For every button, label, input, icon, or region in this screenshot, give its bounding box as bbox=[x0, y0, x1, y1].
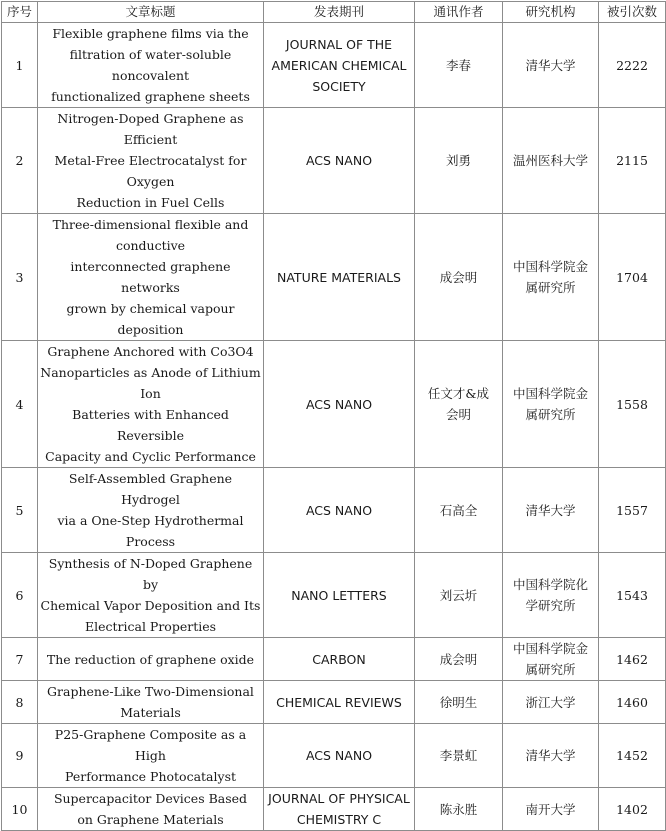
author-cell bbox=[415, 108, 503, 214]
journal-line: JOURNAL OF THE bbox=[285, 36, 393, 52]
institution-cell bbox=[503, 108, 599, 214]
journal-cell bbox=[264, 468, 415, 553]
citation-count-cell: 1557 bbox=[599, 468, 666, 553]
article-title-cell bbox=[38, 341, 264, 468]
institution-line: 中国科学院金 bbox=[512, 386, 588, 401]
table-row bbox=[2, 638, 666, 681]
author-line: 李春 bbox=[445, 57, 471, 73]
header-citations: 被引次数 bbox=[599, 2, 666, 23]
row-index-cell: 1 bbox=[2, 23, 38, 108]
journal-cell bbox=[264, 724, 415, 788]
author-line: 徐明生 bbox=[439, 694, 478, 710]
header-row bbox=[2, 2, 666, 23]
header-title: 文章标题 bbox=[38, 2, 264, 23]
table-row bbox=[2, 724, 666, 788]
journal-cell bbox=[264, 214, 415, 341]
article-title-cell bbox=[38, 638, 264, 681]
institution-line: 清华大学 bbox=[525, 502, 576, 518]
table-row bbox=[2, 553, 666, 638]
institution-line: 浙江大学 bbox=[525, 694, 576, 710]
institution-line: 清华大学 bbox=[525, 57, 576, 73]
author-cell bbox=[415, 468, 503, 553]
row-index-cell: 5 bbox=[2, 468, 38, 553]
journal-cell bbox=[264, 23, 415, 108]
author-cell bbox=[415, 23, 503, 108]
institution-line: 中国科学院化 bbox=[512, 577, 588, 592]
institution-cell bbox=[503, 214, 599, 341]
row-index-cell: 8 bbox=[2, 681, 38, 724]
citation-count-cell: 1462 bbox=[599, 638, 666, 681]
table-row bbox=[2, 681, 666, 724]
institution-cell bbox=[503, 638, 599, 681]
journal-line: CARBON bbox=[312, 651, 366, 667]
author-cell bbox=[415, 341, 503, 468]
citation-count-cell: 1543 bbox=[599, 553, 666, 638]
journal-cell bbox=[264, 788, 415, 831]
row-index-cell: 2 bbox=[2, 108, 38, 214]
row-index-cell: 4 bbox=[2, 341, 38, 468]
institution-line: 属研究所 bbox=[525, 280, 576, 295]
author-cell bbox=[415, 214, 503, 341]
article-title-line: Reduction in Fuel Cells bbox=[76, 195, 225, 210]
article-title-line: The reduction of graphene oxide bbox=[46, 651, 255, 667]
article-title-line: Graphene-Like Two-Dimensional bbox=[47, 684, 254, 699]
article-title-line: filtration of water-soluble noncovalent bbox=[69, 47, 232, 83]
citation-table bbox=[1, 1, 666, 831]
institution-line: 清华大学 bbox=[525, 748, 576, 763]
article-title-line: Graphene Anchored with Co3O4 bbox=[47, 344, 254, 359]
article-title-line: Performance Photocatalyst bbox=[64, 769, 237, 784]
article-title-cell bbox=[38, 788, 264, 831]
article-title-line: grown by chemical vapour deposition bbox=[66, 301, 235, 337]
article-title-line: Flexible graphene films via the bbox=[52, 26, 249, 41]
article-title-cell bbox=[38, 23, 264, 108]
author-cell bbox=[415, 681, 503, 724]
institution-cell bbox=[503, 681, 599, 724]
author-cell bbox=[415, 553, 503, 638]
author-line: 刘云圻 bbox=[439, 587, 478, 603]
journal-line: CHEMISTRY C bbox=[296, 812, 382, 827]
institution-line: 中国科学院金 bbox=[512, 259, 588, 274]
article-title-line: Materials bbox=[120, 705, 181, 720]
article-title-line: Self-Assembled Graphene Hydrogel bbox=[68, 471, 233, 507]
author-cell bbox=[415, 724, 503, 788]
journal-line: ACS NANO bbox=[305, 502, 373, 518]
row-index-cell: 3 bbox=[2, 214, 38, 341]
author-line: 成会明 bbox=[439, 269, 478, 285]
article-title-cell bbox=[38, 681, 264, 724]
article-title-line: via a One-Step Hydrothermal Process bbox=[57, 513, 244, 549]
article-title-line: Capacity and Cyclic Performance bbox=[45, 449, 256, 464]
institution-cell bbox=[503, 468, 599, 553]
table-row bbox=[2, 108, 666, 214]
author-line: 会明 bbox=[445, 407, 471, 422]
institution-cell bbox=[503, 23, 599, 108]
table-row bbox=[2, 341, 666, 468]
article-title-line: functionalized graphene sheets bbox=[51, 89, 250, 104]
row-index-cell: 10 bbox=[2, 788, 38, 831]
article-title-line: Three-dimensional flexible and bbox=[52, 217, 249, 232]
article-title-cell bbox=[38, 108, 264, 214]
table-row bbox=[2, 23, 666, 108]
article-title-line: conductive bbox=[115, 238, 186, 253]
article-title-line: Electrical Properties bbox=[84, 619, 217, 634]
citation-count-cell: 1558 bbox=[599, 341, 666, 468]
journal-line: JOURNAL OF PHYSICAL bbox=[268, 791, 410, 806]
journal-line: NATURE MATERIALS bbox=[277, 269, 401, 285]
table-row bbox=[2, 468, 666, 553]
row-index-cell: 6 bbox=[2, 553, 38, 638]
journal-line: ACS NANO bbox=[305, 153, 373, 168]
journal-cell bbox=[264, 681, 415, 724]
author-line: 成会明 bbox=[439, 651, 478, 667]
journal-cell bbox=[264, 638, 415, 681]
header-institution: 研究机构 bbox=[503, 2, 599, 23]
institution-cell bbox=[503, 724, 599, 788]
article-title-line: Batteries with Enhanced Reversible bbox=[72, 407, 229, 443]
journal-line: CHEMICAL REVIEWS bbox=[276, 694, 402, 710]
author-line: 任文才&成 bbox=[427, 386, 490, 401]
article-title-line: Chemical Vapor Deposition and Its bbox=[40, 598, 261, 613]
article-title-line: Synthesis of N-Doped Graphene by bbox=[48, 556, 253, 592]
citation-count-cell: 1402 bbox=[599, 788, 666, 831]
author-cell bbox=[415, 788, 503, 831]
citation-count-cell: 2222 bbox=[599, 23, 666, 108]
journal-cell bbox=[264, 341, 415, 468]
journal-cell bbox=[264, 553, 415, 638]
institution-line: 属研究所 bbox=[525, 662, 576, 677]
article-title-line: Nitrogen-Doped Graphene as Efficient bbox=[57, 111, 244, 147]
citation-count-cell: 2115 bbox=[599, 108, 666, 214]
citation-count-cell: 1704 bbox=[599, 214, 666, 341]
article-title-line: on Graphene Materials bbox=[77, 812, 224, 827]
header-index: 序号 bbox=[2, 2, 38, 23]
header-author: 通讯作者 bbox=[415, 2, 503, 23]
article-title-line: Supercapacitor Devices Based bbox=[53, 791, 248, 806]
institution-cell bbox=[503, 341, 599, 468]
journal-line: SOCIETY bbox=[312, 78, 366, 94]
institution-cell bbox=[503, 788, 599, 831]
journal-line: ACS NANO bbox=[305, 748, 373, 763]
article-title-line: P25-Graphene Composite as a High bbox=[54, 727, 247, 763]
author-line: 李景虹 bbox=[439, 748, 478, 763]
institution-line: 温州医科大学 bbox=[512, 153, 588, 168]
author-line: 刘勇 bbox=[445, 153, 471, 168]
journal-line: NANO LETTERS bbox=[291, 587, 387, 603]
table-row bbox=[2, 214, 666, 341]
header-journal: 发表期刊 bbox=[264, 2, 415, 23]
author-line: 陈永胜 bbox=[439, 801, 478, 817]
author-cell bbox=[415, 638, 503, 681]
row-index-cell: 7 bbox=[2, 638, 38, 681]
journal-line: AMERICAN CHEMICAL bbox=[271, 57, 407, 73]
article-title-cell bbox=[38, 724, 264, 788]
institution-line: 学研究所 bbox=[525, 598, 576, 613]
citation-count-cell: 1460 bbox=[599, 681, 666, 724]
citation-count-cell: 1452 bbox=[599, 724, 666, 788]
author-line: 石高全 bbox=[439, 502, 478, 518]
institution-line: 中国科学院金 bbox=[512, 641, 588, 656]
institution-cell bbox=[503, 553, 599, 638]
journal-line: ACS NANO bbox=[305, 396, 373, 412]
article-title-line: Nanoparticles as Anode of Lithium Ion bbox=[40, 365, 261, 401]
article-title-cell bbox=[38, 468, 264, 553]
article-title-cell bbox=[38, 553, 264, 638]
row-index-cell: 9 bbox=[2, 724, 38, 788]
article-title-line: interconnected graphene networks bbox=[70, 259, 231, 295]
institution-line: 南开大学 bbox=[525, 801, 576, 817]
journal-cell bbox=[264, 108, 415, 214]
table-row bbox=[2, 788, 666, 831]
institution-line: 属研究所 bbox=[525, 407, 576, 422]
article-title-line: Metal-Free Electrocatalyst for Oxygen bbox=[54, 153, 247, 189]
article-title-cell bbox=[38, 214, 264, 341]
